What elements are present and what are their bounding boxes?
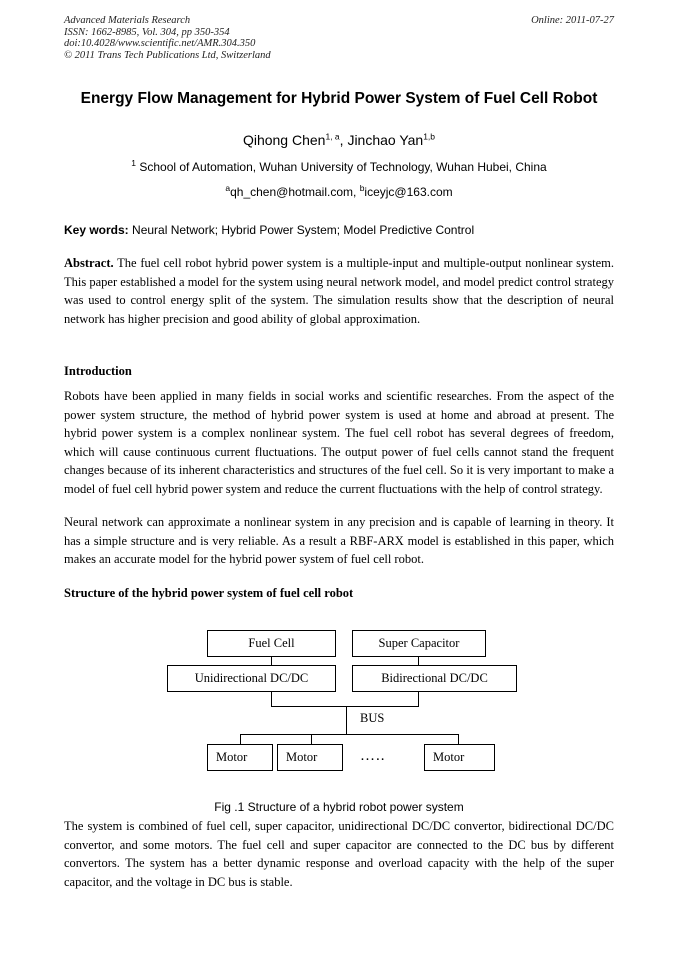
online-date: Online: 2011-07-27 xyxy=(531,15,614,26)
introduction-heading: Introduction xyxy=(64,364,132,378)
email-line xyxy=(0,185,678,199)
author-1: Qihong Chen xyxy=(242,132,326,148)
bidirectional-dcdc-box: Bidirectional DC/DC xyxy=(352,665,517,692)
connector-motor-2 xyxy=(311,734,312,744)
email-2[interactable]: iceyjc@163.com xyxy=(364,185,453,199)
keywords-label: Key words: xyxy=(64,223,129,237)
keywords-text: Neural Network; Hybrid Power System; Model Predictive Control xyxy=(128,223,475,237)
unidirectional-dcdc-box: Unidirectional DC/DC xyxy=(167,665,336,692)
email-1-superscript: a xyxy=(225,183,231,193)
email-2-superscript: b xyxy=(359,183,365,193)
email-1[interactable]: qh_chen@hotmail.com, xyxy=(230,185,360,199)
super-capacitor-box: Super Capacitor xyxy=(352,630,486,657)
affiliation-text: School of Automation, Wuhan University of Technology, Wuhan Hubei, China xyxy=(136,160,547,174)
connector-motor-1 xyxy=(240,734,241,744)
introduction-paragraph-2: Neural network can approximate a nonlinear system in any precision and is capable of learning in theory. It has a simple structure and is very reliable. As a result a RBF-ARX model is established in this paper, which makes an accurate model for the hybrid power system of fuel cell robot. xyxy=(64,515,614,566)
structure-paragraph: The system is combined of fuel cell, super capacitor, unidirectional DC/DC convertor, bidirectional DC/DC convertor, and some motors. The fuel cell and super capacitor are connected to the DC bus by different convertors. The system has a better dynamic response and overload capacity with the help of the super capacitor, and the voltage in DC bus is stable. xyxy=(64,819,614,889)
author-2: Jinchao Yan xyxy=(347,132,424,148)
journal-name: Advanced Materials Research xyxy=(64,15,191,26)
abstract xyxy=(64,254,614,328)
copyright-line: © 2011 Trans Tech Publications Ltd, Switzerland xyxy=(64,49,271,61)
introduction-paragraph-1: Robots have been applied in many fields in social works and scientific researches. From the aspect of the power system structure, the method of hybrid power system is used at home and abroad at present. The hybrid power system is a complex nonlinear system. The fuel cell robot has several degrees of freedom, which will cause continuous current fluctuations. The output power of fuel cells cannot stand the frequent changes because of its inherent characteristics and structures of the fuel cell. So it is very important to make a model of fuel cell hybrid power system and reduce the current fluctuations with the help of control strategy. xyxy=(64,389,614,496)
fuel-cell-box: Fuel Cell xyxy=(207,630,336,657)
bus-vertical-line xyxy=(346,706,347,734)
doi-line: doi:10.4028/www.scientific.net/AMR.304.350 xyxy=(64,38,256,49)
keywords xyxy=(64,223,474,237)
connector-super-capacitor xyxy=(418,657,419,665)
author-1-superscript: 1, a xyxy=(325,131,340,142)
motor-box-3: Motor xyxy=(424,744,495,771)
bus-line xyxy=(240,734,459,735)
issn-line: ISSN: 1662-8985, Vol. 304, pp 350-354 xyxy=(64,26,230,38)
motor-ellipsis: ….. xyxy=(360,748,386,764)
affiliation-superscript: 1 xyxy=(131,158,137,168)
bus-label: BUS xyxy=(360,711,385,725)
connector-uni-dcdc xyxy=(271,692,272,706)
connector-motor-3 xyxy=(458,734,459,744)
affiliation xyxy=(0,160,678,174)
abstract-label: Abstract. xyxy=(64,256,114,270)
connector-converters-join xyxy=(271,706,419,707)
connector-fuel-cell xyxy=(271,657,272,665)
motor-box-1: Motor xyxy=(207,744,273,771)
journal-header xyxy=(64,15,271,61)
structure-heading: Structure of the hybrid power system of fuel cell robot xyxy=(64,586,354,600)
author-line xyxy=(0,132,678,148)
structure-diagram xyxy=(0,620,678,790)
author-separator: , xyxy=(339,132,348,148)
connector-bi-dcdc xyxy=(418,692,419,706)
paper-title: Energy Flow Management for Hybrid Power System of Fuel Cell Robot xyxy=(80,90,598,107)
figure-caption: Fig .1 Structure of a hybrid robot power system xyxy=(214,800,464,814)
author-2-superscript: 1,b xyxy=(423,131,436,142)
abstract-text: The fuel cell robot hybrid power system is a multiple-input and multiple-output nonlinear system. This paper established a model for the system using neural network model, and model predict control strategy was used to control energy split of the system. The simulation results show that the description of neural network has higher precision and good ability of global approximation. xyxy=(64,256,614,326)
motor-box-2: Motor xyxy=(277,744,343,771)
